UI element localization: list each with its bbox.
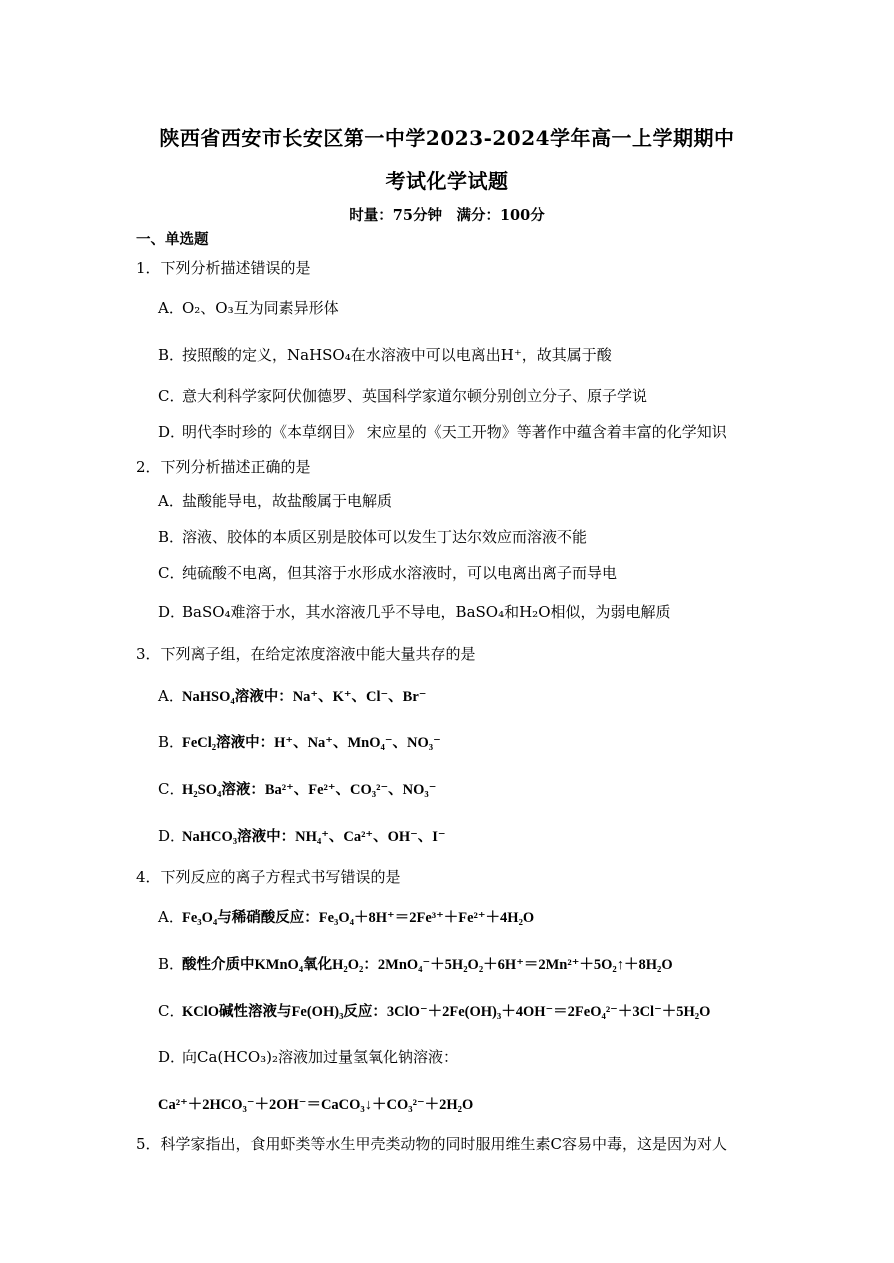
question-stem-3: 3．下列离子组，在给定浓度溶液中能大量共存的是 [136, 645, 476, 663]
option-label: B． [158, 955, 185, 973]
option-label: D． [158, 603, 186, 621]
option-text: Fe₃O₄与稀硝酸反应：Fe₃O₄＋8H⁺＝2Fe³⁺＋Fe²⁺＋4H₂O [182, 910, 535, 926]
document-title-line-2: 考试化学试题 [385, 169, 509, 193]
question-1-option-a [158, 297, 339, 318]
question-stem-5: 5．科学家指出，食用虾类等水生甲壳类动物的同时服用维生素C容易中毒，这是因为对人 [136, 1135, 728, 1153]
question-stem-4: 4．下列反应的离子方程式书写错误的是 [136, 868, 401, 886]
question-4-option-b [158, 953, 673, 974]
question-3-option-d [158, 825, 446, 846]
question-4-option-a [158, 906, 534, 927]
option-label: A． [158, 908, 184, 926]
question-1-option-c [158, 385, 647, 406]
question-4-option-d [158, 1046, 458, 1067]
option-label: A． [158, 299, 184, 317]
option-text: 盐酸能导电，故盐酸属于电解质 [182, 492, 393, 510]
option-label: B． [158, 528, 185, 546]
question-2-option-b [158, 526, 587, 547]
option-text: 按照酸的定义，NaHSO₄在水溶液中可以电离出H⁺，故其属于酸 [182, 346, 612, 364]
option-text: NaHSO₄溶液中：Na⁺、K⁺、Cl⁻、Br⁻ [182, 689, 427, 705]
option-label: B． [158, 733, 185, 751]
option-text: H₂SO₄溶液：Ba²⁺、Fe²⁺、CO₃²⁻、NO₃⁻ [182, 782, 437, 798]
option-text: 溶液、胶体的本质区别是胶体可以发生丁达尔效应而溶液不能 [182, 528, 588, 546]
option-label: B． [158, 346, 185, 364]
option-text: 酸性介质中KMnO₄氧化H₂O₂：2MnO₄⁻＋5H₂O₂＋6H⁺＝2Mn²⁺＋5O₂↑＋8H₂O [182, 957, 673, 973]
option-label: A． [158, 687, 184, 705]
question-stem-2: 2．下列分析描述正确的是 [136, 458, 311, 476]
question-1-option-b [158, 344, 612, 365]
option-label: C． [158, 780, 185, 798]
question-2-option-d [158, 601, 671, 622]
option-text: KClO碱性溶液与Fe(OH)₃反应：3ClO⁻＋2Fe(OH)₃＋4OH⁻＝2FeO₄²⁻＋3Cl⁻＋5H₂O [182, 1004, 711, 1020]
question-stem-1: 1．下列分析描述错误的是 [136, 259, 311, 277]
option-text: NaHCO₃溶液中：NH₄⁺、Ca²⁺、OH⁻、I⁻ [182, 829, 446, 845]
question-3-option-a [158, 685, 426, 706]
option-text: BaSO₄难溶于水，其水溶液几乎不导电，BaSO₄和H₂O相似，为弱电解质 [182, 603, 671, 621]
option-text: FeCl₂溶液中：H⁺、Na⁺、MnO₄⁻、NO₃⁻ [182, 735, 441, 751]
question-2-option-c [158, 562, 617, 583]
section-heading: 一、单选题 [136, 231, 209, 248]
option-text: 意大利科学家阿伏伽德罗、英国科学家道尔顿分别创立分子、原子学说 [182, 387, 648, 405]
document-title-line-1: 陕西省西安市长安区第一中学2023-2024学年高一上学期期中 [159, 126, 735, 150]
option-label: D． [158, 827, 186, 845]
exam-meta: 时量：75分钟 满分：100分 [349, 207, 545, 224]
question-1-option-d [158, 421, 727, 442]
option-text: 纯硫酸不电离，但其溶于水形成水溶液时，可以电离出离子而导电 [182, 564, 618, 582]
option-label: C． [158, 387, 185, 405]
option-text: O₂、O₃互为同素异形体 [182, 299, 339, 317]
option-label: C． [158, 564, 185, 582]
option-text: 明代李时珍的《本草纲目》 宋应星的《天工开物》等著作中蕴含着丰富的化学知识 [182, 423, 727, 441]
question-3-option-c [158, 778, 436, 799]
option-text: 向Ca(HCO₃)₂溶液加过量氢氧化钠溶液： [182, 1048, 459, 1066]
question-4-option-c [158, 1000, 710, 1021]
option-label: D． [158, 423, 186, 441]
option-label: A． [158, 492, 184, 510]
option-label: D． [158, 1048, 186, 1066]
question-3-option-b [158, 731, 441, 752]
option-label: C． [158, 1002, 185, 1020]
question-4-option-d-equation: Ca²⁺＋2HCO₃⁻＋2OH⁻＝CaCO₃↓＋CO₃²⁻＋2H₂O [158, 1097, 474, 1113]
question-2-option-a [158, 490, 392, 511]
